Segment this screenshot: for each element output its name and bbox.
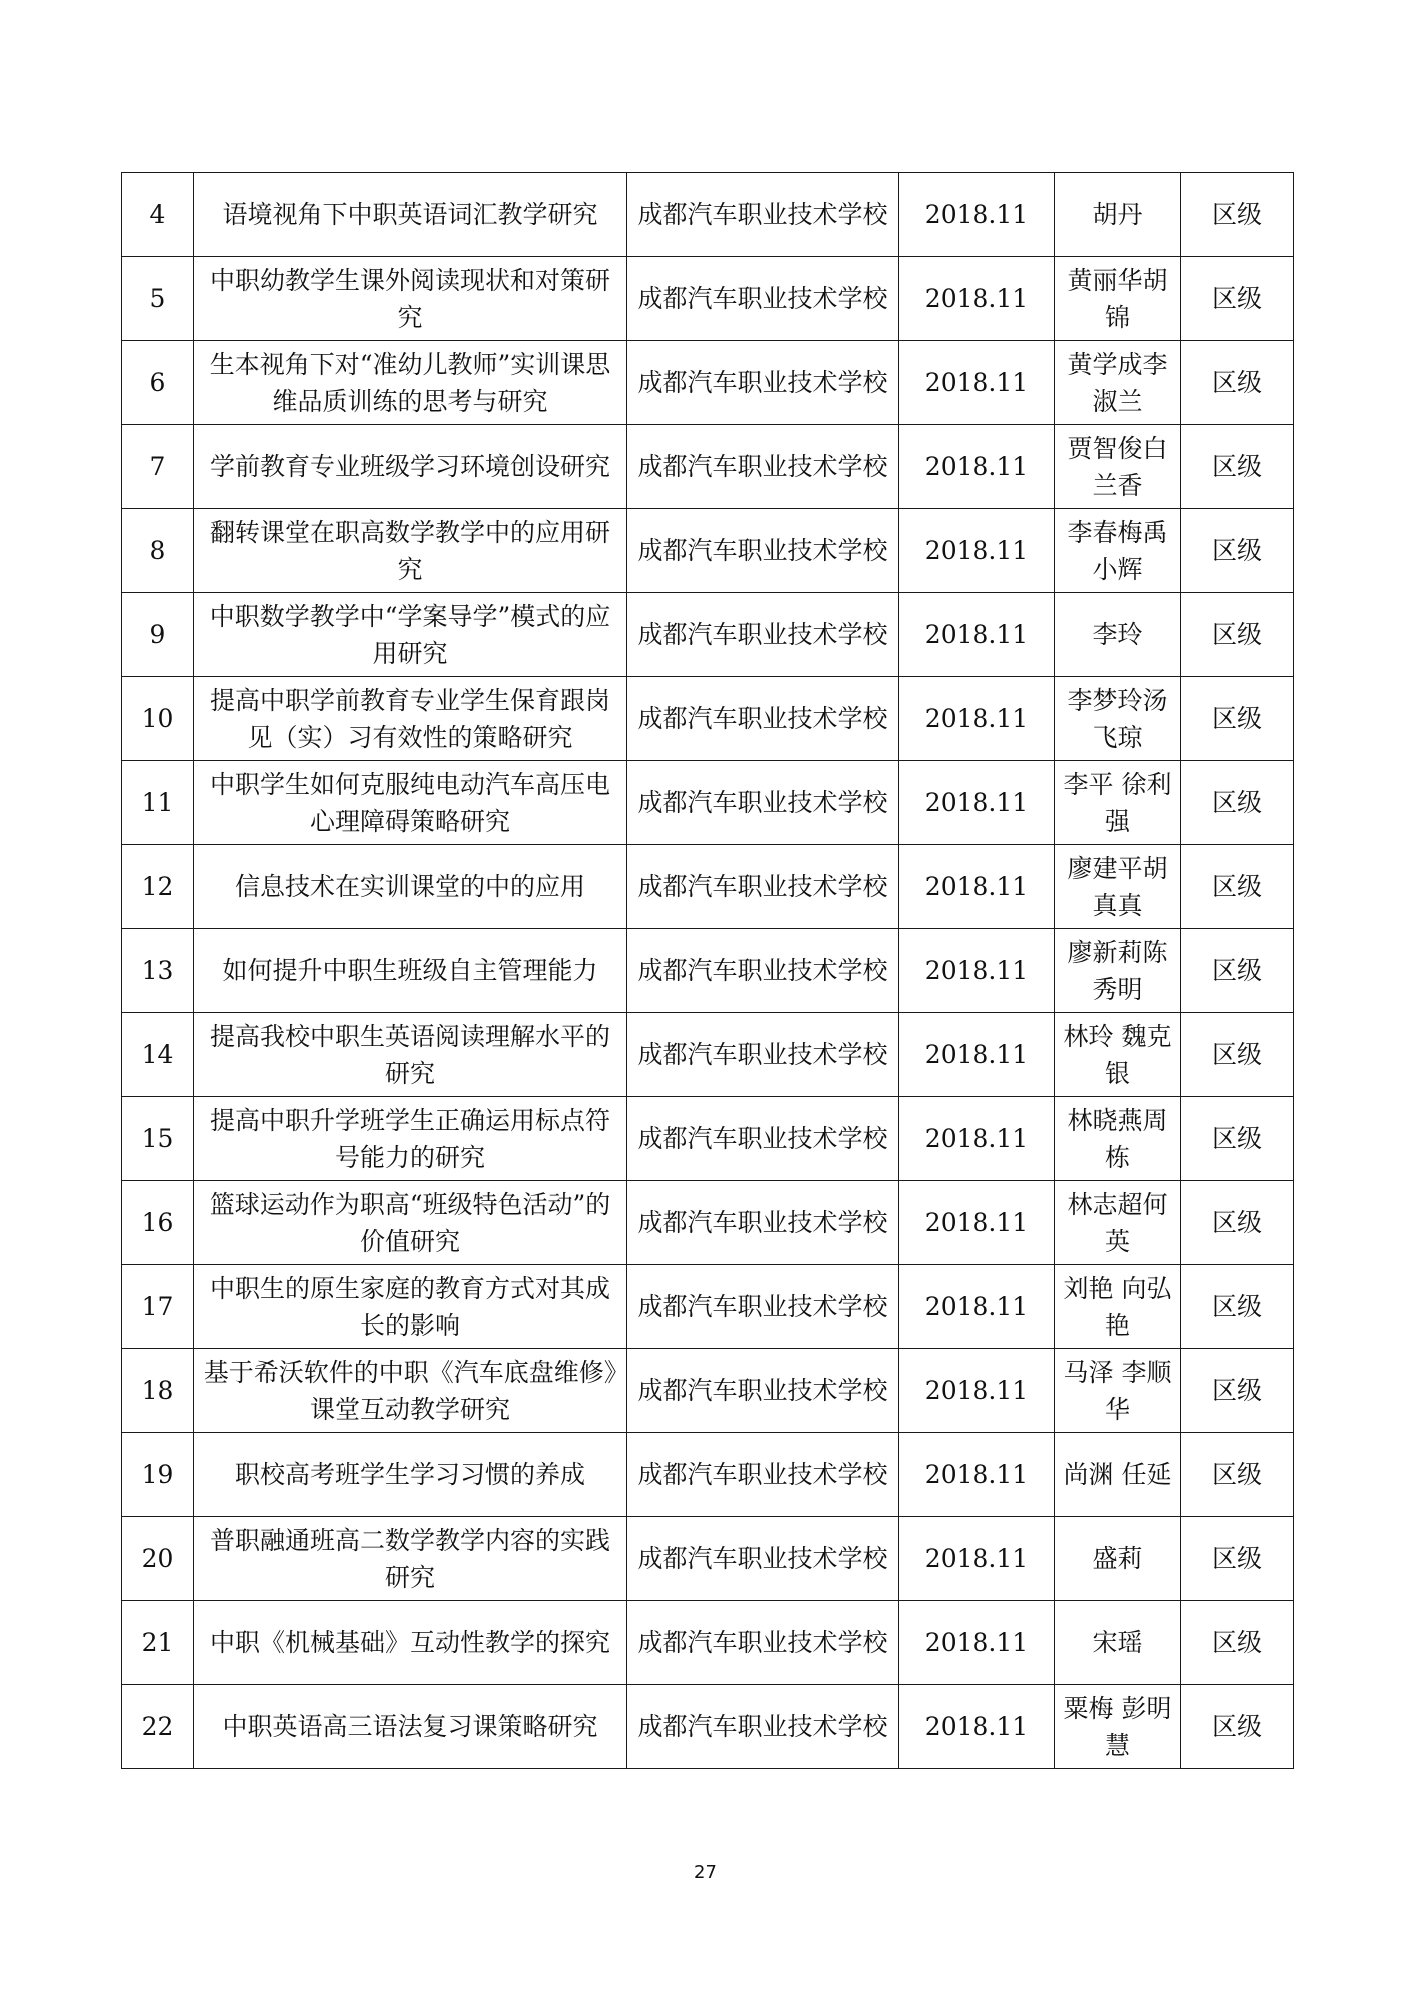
project-level: 区级 (1181, 1517, 1294, 1601)
project-title: 职校高考班学生学习习惯的养成 (194, 1433, 627, 1517)
responsible-person: 李春梅禹小辉 (1055, 509, 1181, 593)
school-name: 成都汽车职业技术学校 (627, 1685, 899, 1769)
table-row (122, 1181, 1294, 1265)
school-name: 成都汽车职业技术学校 (627, 1097, 899, 1181)
project-title: 生本视角下对“准幼儿教师”实训课思维品质训练的思考与研究 (194, 341, 627, 425)
responsible-person: 刘艳 向弘艳 (1055, 1265, 1181, 1349)
project-level: 区级 (1181, 425, 1294, 509)
project-level: 区级 (1181, 761, 1294, 845)
project-level: 区级 (1181, 173, 1294, 257)
project-level: 区级 (1181, 1601, 1294, 1685)
project-level: 区级 (1181, 1265, 1294, 1349)
project-title: 如何提升中职生班级自主管理能力 (194, 929, 627, 1013)
school-name: 成都汽车职业技术学校 (627, 1601, 899, 1685)
project-level: 区级 (1181, 257, 1294, 341)
row-number: 21 (122, 1601, 194, 1685)
project-title: 中职生的原生家庭的教育方式对其成长的影响 (194, 1265, 627, 1349)
table-row (122, 1097, 1294, 1181)
row-number: 10 (122, 677, 194, 761)
school-name: 成都汽车职业技术学校 (627, 1265, 899, 1349)
school-name: 成都汽车职业技术学校 (627, 341, 899, 425)
responsible-person: 李梦玲汤飞琼 (1055, 677, 1181, 761)
table-row (122, 677, 1294, 761)
project-title: 提高中职学前教育专业学生保育跟岗见（实）习有效性的策略研究 (194, 677, 627, 761)
responsible-person: 黄丽华胡锦 (1055, 257, 1181, 341)
row-number: 4 (122, 173, 194, 257)
table-row (122, 341, 1294, 425)
row-number: 16 (122, 1181, 194, 1265)
row-number: 9 (122, 593, 194, 677)
school-name: 成都汽车职业技术学校 (627, 257, 899, 341)
project-title: 中职英语高三语法复习课策略研究 (194, 1685, 627, 1769)
responsible-person: 李玲 (1055, 593, 1181, 677)
table-row (122, 1013, 1294, 1097)
project-level: 区级 (1181, 1181, 1294, 1265)
responsible-person: 廖建平胡真真 (1055, 845, 1181, 929)
row-number: 18 (122, 1349, 194, 1433)
school-name: 成都汽车职业技术学校 (627, 1013, 899, 1097)
approval-date: 2018.11 (899, 1517, 1055, 1601)
approval-date: 2018.11 (899, 425, 1055, 509)
responsible-person: 贾智俊白兰香 (1055, 425, 1181, 509)
project-title: 中职《机械基础》互动性教学的探究 (194, 1601, 627, 1685)
school-name: 成都汽车职业技术学校 (627, 509, 899, 593)
project-level: 区级 (1181, 509, 1294, 593)
project-level: 区级 (1181, 341, 1294, 425)
approval-date: 2018.11 (899, 677, 1055, 761)
table-row (122, 425, 1294, 509)
row-number: 12 (122, 845, 194, 929)
project-title: 中职数学教学中“学案导学”模式的应用研究 (194, 593, 627, 677)
school-name: 成都汽车职业技术学校 (627, 425, 899, 509)
school-name: 成都汽车职业技术学校 (627, 1349, 899, 1433)
table-row (122, 845, 1294, 929)
approval-date: 2018.11 (899, 1097, 1055, 1181)
approval-date: 2018.11 (899, 173, 1055, 257)
approval-date: 2018.11 (899, 761, 1055, 845)
project-title: 语境视角下中职英语词汇教学研究 (194, 173, 627, 257)
responsible-person: 尚渊 任延 (1055, 1433, 1181, 1517)
table-row (122, 509, 1294, 593)
row-number: 17 (122, 1265, 194, 1349)
approval-date: 2018.11 (899, 257, 1055, 341)
row-number: 6 (122, 341, 194, 425)
table-row (122, 173, 1294, 257)
table-row (122, 929, 1294, 1013)
project-level: 区级 (1181, 929, 1294, 1013)
approval-date: 2018.11 (899, 1013, 1055, 1097)
row-number: 19 (122, 1433, 194, 1517)
row-number: 8 (122, 509, 194, 593)
table-row (122, 1517, 1294, 1601)
school-name: 成都汽车职业技术学校 (627, 845, 899, 929)
approval-date: 2018.11 (899, 1601, 1055, 1685)
project-title: 基于希沃软件的中职《汽车底盘维修》课堂互动教学研究 (194, 1349, 627, 1433)
table-row (122, 1349, 1294, 1433)
project-level: 区级 (1181, 1013, 1294, 1097)
school-name: 成都汽车职业技术学校 (627, 677, 899, 761)
project-level: 区级 (1181, 1349, 1294, 1433)
responsible-person: 粟梅 彭明慧 (1055, 1685, 1181, 1769)
responsible-person: 黄学成李淑兰 (1055, 341, 1181, 425)
responsible-person: 盛莉 (1055, 1517, 1181, 1601)
project-level: 区级 (1181, 1685, 1294, 1769)
school-name: 成都汽车职业技术学校 (627, 173, 899, 257)
responsible-person: 胡丹 (1055, 173, 1181, 257)
project-title: 中职幼教学生课外阅读现状和对策研究 (194, 257, 627, 341)
responsible-person: 廖新莉陈秀明 (1055, 929, 1181, 1013)
approval-date: 2018.11 (899, 845, 1055, 929)
school-name: 成都汽车职业技术学校 (627, 1517, 899, 1601)
table-row (122, 1265, 1294, 1349)
row-number: 5 (122, 257, 194, 341)
responsible-person: 林晓燕周栋 (1055, 1097, 1181, 1181)
approval-date: 2018.11 (899, 929, 1055, 1013)
approval-date: 2018.11 (899, 1433, 1055, 1517)
approval-date: 2018.11 (899, 1685, 1055, 1769)
row-number: 7 (122, 425, 194, 509)
project-title: 普职融通班高二数学教学内容的实践研究 (194, 1517, 627, 1601)
project-title: 中职学生如何克服纯电动汽车高压电心理障碍策略研究 (194, 761, 627, 845)
responsible-person: 马泽 李顺华 (1055, 1349, 1181, 1433)
project-title: 翻转课堂在职高数学教学中的应用研究 (194, 509, 627, 593)
project-level: 区级 (1181, 1097, 1294, 1181)
table-row (122, 761, 1294, 845)
row-number: 22 (122, 1685, 194, 1769)
research-projects-table (121, 172, 1294, 1769)
school-name: 成都汽车职业技术学校 (627, 1433, 899, 1517)
responsible-person: 林玲 魏克银 (1055, 1013, 1181, 1097)
row-number: 13 (122, 929, 194, 1013)
approval-date: 2018.11 (899, 1181, 1055, 1265)
approval-date: 2018.11 (899, 1349, 1055, 1433)
project-title: 学前教育专业班级学习环境创设研究 (194, 425, 627, 509)
project-title: 信息技术在实训课堂的中的应用 (194, 845, 627, 929)
table-row (122, 1685, 1294, 1769)
project-level: 区级 (1181, 1433, 1294, 1517)
table-body (122, 173, 1294, 1769)
school-name: 成都汽车职业技术学校 (627, 1181, 899, 1265)
school-name: 成都汽车职业技术学校 (627, 761, 899, 845)
row-number: 11 (122, 761, 194, 845)
table-row (122, 1601, 1294, 1685)
approval-date: 2018.11 (899, 593, 1055, 677)
page-number: 27 (694, 1862, 717, 1883)
table-row (122, 257, 1294, 341)
school-name: 成都汽车职业技术学校 (627, 593, 899, 677)
project-level: 区级 (1181, 677, 1294, 761)
responsible-person: 林志超何英 (1055, 1181, 1181, 1265)
approval-date: 2018.11 (899, 1265, 1055, 1349)
project-title: 提高中职升学班学生正确运用标点符号能力的研究 (194, 1097, 627, 1181)
row-number: 15 (122, 1097, 194, 1181)
project-level: 区级 (1181, 845, 1294, 929)
table-row (122, 593, 1294, 677)
row-number: 14 (122, 1013, 194, 1097)
table-row (122, 1433, 1294, 1517)
project-title: 提高我校中职生英语阅读理解水平的研究 (194, 1013, 627, 1097)
school-name: 成都汽车职业技术学校 (627, 929, 899, 1013)
project-title: 篮球运动作为职高“班级特色活动”的价值研究 (194, 1181, 627, 1265)
approval-date: 2018.11 (899, 509, 1055, 593)
row-number: 20 (122, 1517, 194, 1601)
approval-date: 2018.11 (899, 341, 1055, 425)
project-level: 区级 (1181, 593, 1294, 677)
responsible-person: 李平 徐利强 (1055, 761, 1181, 845)
responsible-person: 宋瑶 (1055, 1601, 1181, 1685)
